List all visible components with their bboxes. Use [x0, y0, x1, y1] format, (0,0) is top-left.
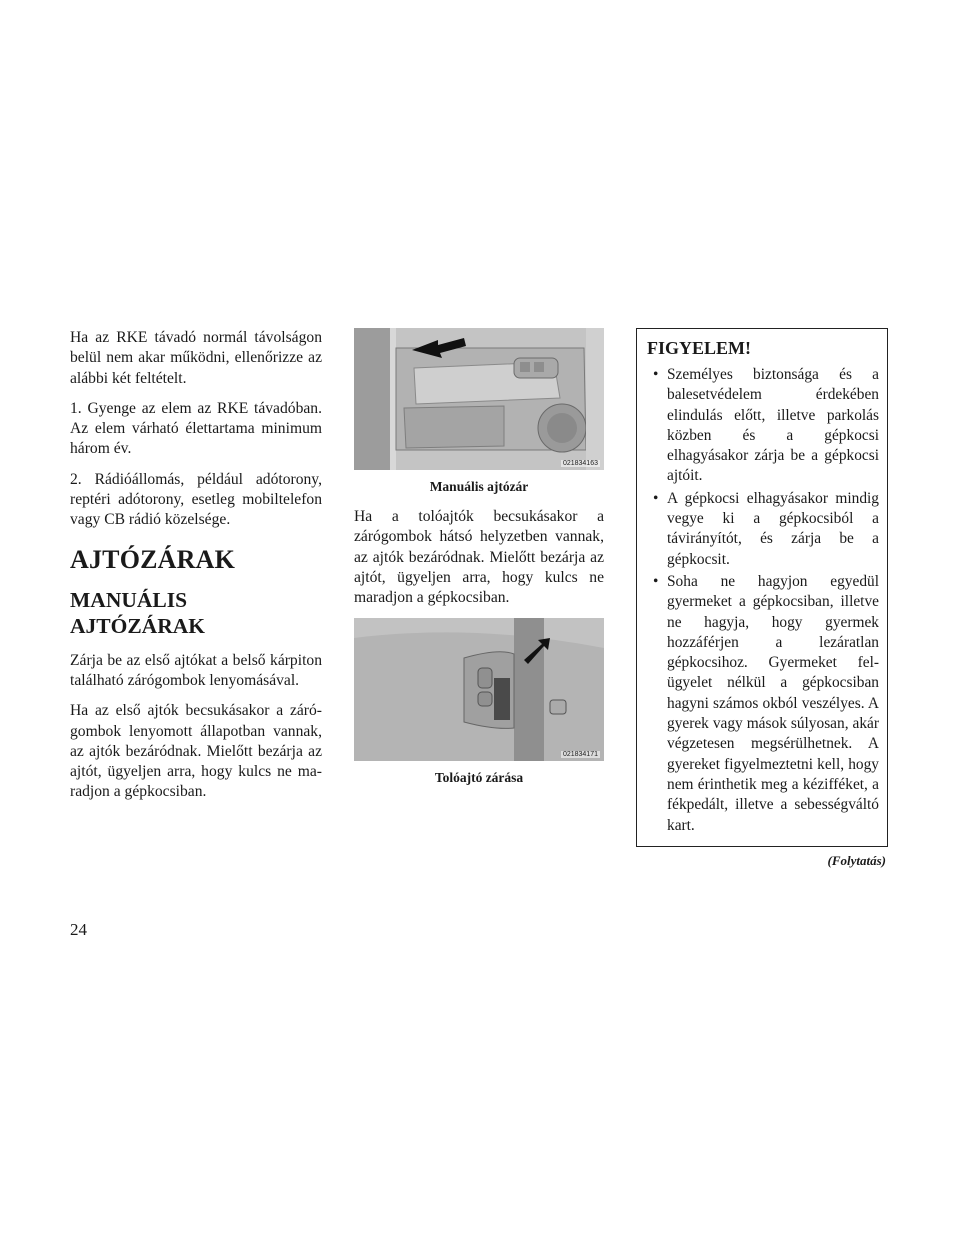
middle-column [354, 328, 604, 798]
left-column [70, 328, 322, 813]
warning-list [647, 365, 879, 836]
figure-caption: Manuális ajtózár [429, 479, 529, 494]
sliding-door-lock-figure [354, 618, 604, 761]
warning-item: • A gépkocsi elhagyásakor mindig vegye ki a gépkocsiból a távirányítót, és zárja be a gépkocsit. [653, 489, 879, 568]
bullet-icon: • [653, 366, 659, 383]
right-column [636, 328, 888, 869]
page-number: 24 [70, 920, 87, 939]
sliding-door-illustration [354, 618, 604, 761]
bullet-icon: • [653, 572, 659, 590]
condition-1: 1. Gyenge az elem az RKE távadóban. Az elem várható élettartama minimum három év. [70, 399, 322, 458]
warning-item: • Személyes biztonsága és a balesetvédelem érdekében elindulás előtt, illetve parkolás közben és a gépkocsi elhagyásakor zárja be a gépkocsi ajtóit. [653, 366, 879, 485]
warning-box [636, 328, 888, 847]
figure-code: 021834163 [562, 460, 598, 467]
door-panel-illustration [354, 328, 604, 470]
subsection-heading: MANUÁLIS AJTÓZÁRAK [70, 587, 205, 638]
warning-item: • Soha ne hagyjon egyedül gyermeket a gépkocsiban, illetve ne hagyja, hogy gyermek hozzáférjen a lezáratlan gépkocsihoz. Gyermeket felügyelet nélkül a gépkocsiban hagyni számos okból veszélyes. A gyerek vagy mások súlyosan, akár végzetesen megsérülhetnek. A gyereket figyelmeztetni kell, hogy nem érinthetik meg a kézifféket, a fékpedált, illetve a sebességváltó kart. [653, 572, 879, 834]
figure-caption: Tolóajtó zárása [434, 770, 524, 786]
manual-lock-paragraph: Zárja be az első ajtókat a belső kárpiton található zárógombok lenyomásával. [70, 651, 322, 689]
warning-title: FIGYELEM! [647, 338, 752, 358]
manual-lock-detail-paragraph: Ha az első ajtók becsukásakor a zárógombok lenyomott állapotban vannak, az ajtók bezáródnak. Mielőtt bezárja az ajtót, ügyeljen arra, hogy kulcs ne maradjon a gépkocsiban. [70, 702, 322, 801]
section-heading: AJTÓZÁRAK [70, 544, 236, 574]
sliding-door-paragraph: Ha a tolóajtók becsukásakor a zárógombok hátsó helyzetben vannak, az ajtók bezáródnak. Mielőtt bezárja az ajtót, ügyeljen arra, hogy kulcs ne maradjon a gépkocsiban. [354, 508, 604, 607]
bullet-icon: • [653, 489, 659, 507]
manual-door-lock-figure [354, 328, 604, 470]
condition-2: 2. Rádióállomás, például adótorony, reptéri adótorony, esetleg mobiltelefon vagy CB rádió közelsége. [70, 470, 322, 529]
intro-paragraph: Ha az RKE távadó normál távolságon belül nem akar működni, ellenőrizze az alábbi két feltételt. [70, 329, 322, 387]
figure-code: 021834171 [562, 751, 598, 759]
continued-label: (Folytatás) [827, 852, 886, 868]
